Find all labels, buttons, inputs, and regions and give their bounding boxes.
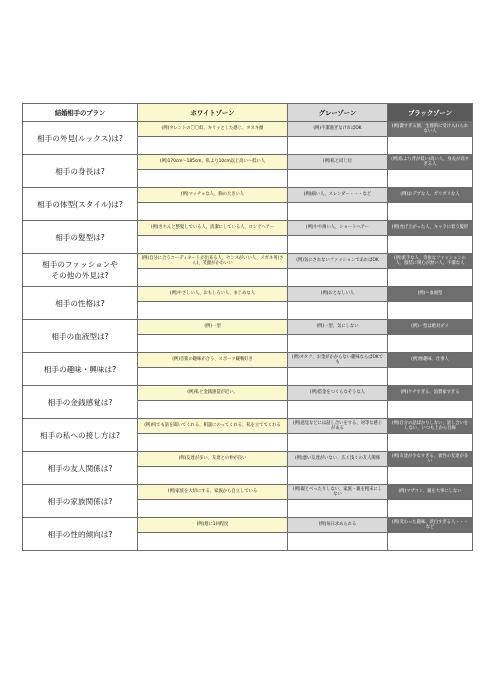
white-zone-example: (例)週に1回程度 [138,518,288,533]
black-zone-answer[interactable] [388,500,473,518]
grey-zone-example: (例)意見などには話し合いをする、対等な感じがある [288,419,388,434]
grey-zone-answer[interactable] [288,401,388,419]
black-zone-example: (例)友達が少なすぎる、異性の友達が多い [388,452,473,467]
black-zone-example: (例)自分の話ばかりしない、話し合いをしない、いつも上から目線 [388,419,473,434]
grey-zone-example: (例)細い人、スレンダー・・・など [288,188,388,203]
question-cell: 相手の髪型は? [23,221,138,254]
white-zone-example: (例)一型 [138,320,288,335]
grey-zone-answer[interactable] [288,368,388,386]
grey-zone-answer[interactable] [288,170,388,188]
black-zone-example: (例)無趣味、仕事人 [388,353,473,368]
white-zone-example: (例)友達が多い、友達との仲が良い [138,452,288,467]
white-zone-answer[interactable] [138,401,288,419]
white-zone-answer[interactable] [138,533,288,551]
white-zone-example: (例)自分に合うコーディネートが出来る人、センスがいい人、メガネ男(さん)、笑顔がかわいい [138,254,288,269]
grey-zone-answer[interactable] [288,533,388,551]
black-zone-answer[interactable] [388,368,473,386]
white-zone-answer[interactable] [138,500,288,518]
header-black-zone: ブラックゾーン [388,104,473,122]
grey-zone-answer[interactable] [288,500,388,518]
question-cell: 相手の友人関係は? [23,452,138,485]
grey-zone-example: (例)不潔過ぎなければOK [288,122,388,137]
table-row [23,386,473,401]
white-zone-answer[interactable] [138,368,288,386]
black-zone-example: (例)派手な人、奇抜なファッションの人、服装に関心が無い人、不潔な人 [388,254,473,269]
white-zone-answer[interactable] [138,236,288,254]
table-row [23,452,473,467]
black-zone-example: (例)ケチすぎる、浪費家すぎる [388,386,473,401]
white-zone-example: (例)きちんと整髪している人、清潔にしている人、ロングヘアー [138,221,288,236]
black-zone-answer[interactable] [388,170,473,188]
grey-zone-example: (例)親とべったりしない、家族・親を粗末にしない [288,485,388,500]
black-zone-answer[interactable] [388,401,473,419]
white-zone-example: (例)何でも話を聞いてくれる、相談にのってくれる、私を立ててくれる [138,419,288,434]
white-zone-answer[interactable] [138,170,288,188]
white-zone-example: (例)音楽の趣味が合う、スポーツ観戦好き [138,353,288,368]
black-zone-example: (例)変わった趣味、淡白すぎる人・・・など [388,518,473,533]
white-zone-answer[interactable] [138,467,288,485]
black-zone-answer[interactable] [388,236,473,254]
grey-zone-example: (例)私と同じ位 [288,155,388,170]
white-zone-answer[interactable] [138,269,288,287]
plan-body [23,122,473,551]
black-zone-example: (例)私より背が低い/高い人、身長が高すぎる人 [388,155,473,170]
black-zone-example: (例)おデブな人、ガリガリな人 [388,188,473,203]
table-row [23,155,473,170]
table-row [23,353,473,368]
white-zone-answer[interactable] [138,203,288,221]
marriage-plan-table [22,103,473,551]
table-row [23,518,473,533]
grey-zone-example: (例)オタク、お金がかからない趣味ならばOKでも [288,353,388,368]
table-row [23,122,473,137]
white-zone-example: (例)タレントの〇〇似、キリッとした感じ、タヌキ顔 [138,122,288,137]
black-zone-answer[interactable] [388,335,473,353]
black-zone-answer[interactable] [388,137,473,155]
grey-zone-example: (例)気にされないファッションであればOK [288,254,388,269]
question-cell: 相手の金銭感覚は? [23,386,138,419]
black-zone-answer[interactable] [388,533,473,551]
question-cell: 相手の性的傾向は? [23,518,138,551]
white-zone-example: (例)マッチョな人、胸の大きい人 [138,188,288,203]
grey-zone-answer[interactable] [288,302,388,320]
question-cell: 相手の体型(スタイル)は? [23,188,138,221]
white-zone-example: (例)170cm〜185cm、私より10cm以上高い〜低い人 [138,155,288,170]
header-row [23,104,473,122]
white-zone-answer[interactable] [138,137,288,155]
black-zone-answer[interactable] [388,269,473,287]
black-zone-example: (例)マザコン、親を大事にしない [388,485,473,500]
white-zone-example: (例)私と金銭感覚が近い。 [138,386,288,401]
white-zone-example: (例)やさしい人、おもしろい人、まじめな人 [138,287,288,302]
question-cell: 相手の身長は? [23,155,138,188]
white-zone-example: (例)家族を大切にする、家族から自立している [138,485,288,500]
question-cell: 相手の性格は? [23,287,138,320]
table-row [23,221,473,236]
question-cell: 相手の外見(ルックス)は? [23,122,138,155]
question-cell: 相手の私への接し方は? [23,419,138,452]
grey-zone-example: (例)一型、気にしない [288,320,388,335]
white-zone-answer[interactable] [138,434,288,452]
grey-zone-answer[interactable] [288,137,388,155]
table-row [23,188,473,203]
black-zone-example: (例)禿げ上がった人、キャラに着う髪形 [388,221,473,236]
marriage-plan-sheet [22,103,472,551]
grey-zone-example: (例)借金をつくらなそうな人 [288,386,388,401]
grey-zone-example: (例)やや薄い人、ショートヘアー [288,221,388,236]
grey-zone-answer[interactable] [288,269,388,287]
grey-zone-example: (例)毎日求められる [288,518,388,533]
black-zone-example: (例)一型は絶対ダメ [388,320,473,335]
grey-zone-answer[interactable] [288,434,388,452]
question-cell: 相手のファッションや その他の外見は? [23,254,138,287]
question-cell: 相手の趣味・興味は? [23,353,138,386]
black-zone-example: (例)〜血液型 [388,287,473,302]
question-cell: 相手の血液型は? [23,320,138,353]
table-row [23,419,473,434]
header-plan: 結婚相手のプラン [23,104,138,122]
header-white-zone: ホワイトゾーン [138,104,288,122]
black-zone-answer[interactable] [388,467,473,485]
table-row [23,287,473,302]
grey-zone-example: (例)おとなしい人 [288,287,388,302]
grey-zone-answer[interactable] [288,236,388,254]
table-row [23,254,473,269]
grey-zone-answer[interactable] [288,467,388,485]
grey-zone-example: (例)悪い友達がいない、広く浅くの友人関係 [288,452,388,467]
white-zone-answer[interactable] [138,335,288,353]
header-grey-zone: グレーゾーン [288,104,388,122]
table-row [23,485,473,500]
black-zone-answer[interactable] [388,302,473,320]
white-zone-answer[interactable] [138,302,288,320]
question-cell: 相手の家族関係は? [23,485,138,518]
grey-zone-answer[interactable] [288,335,388,353]
table-row [23,320,473,335]
black-zone-example: (例)濃すぎる顔、生理的に受け入れられない人 [388,122,473,137]
black-zone-answer[interactable] [388,434,473,452]
black-zone-answer[interactable] [388,203,473,221]
grey-zone-answer[interactable] [288,203,388,221]
